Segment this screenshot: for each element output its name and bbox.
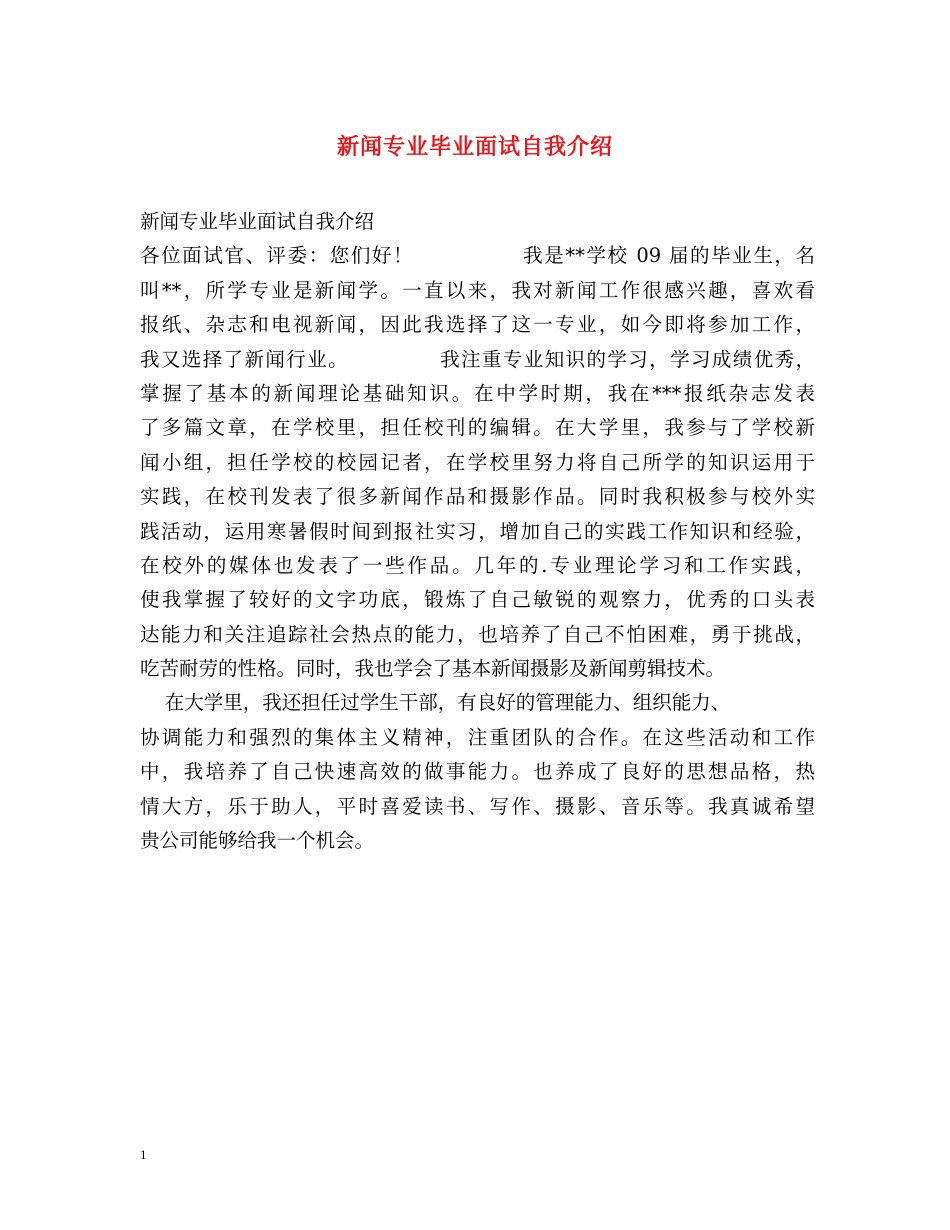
body-line: 在校外的媒体也发表了一些作品。几年的.专业理论学习和工作实践， <box>140 553 815 577</box>
body-line: 了多篇文章，在学校里，担任校刊的编辑。在大学里，我参与了学校新 <box>140 416 815 440</box>
body-line: 达能力和关注追踪社会热点的能力，也培养了自己不怕困难，勇于挑战， <box>140 622 815 646</box>
body-line: 吃苦耐劳的性格。同时，我也学会了基本新闻摄影及新闻剪辑技术。 <box>140 657 726 681</box>
body-line: 闻小组，担任学校的校园记者，在学校里努力将自己所学的知识运用于 <box>140 450 815 474</box>
body-line: 实践，在校刊发表了很多新闻作品和摄影作品。同时我积极参与校外实 <box>140 485 815 509</box>
body-line: 在大学里，我还担任过学生干部，有良好的管理能力、组织能力、 <box>140 691 731 715</box>
body-line: 新闻专业毕业面试自我介绍 <box>140 210 375 233</box>
body-line: 报纸、杂志和电视新闻，因此我选择了这一专业，如今即将参加工作， <box>140 313 815 337</box>
body-line: 情大方，乐于助人，平时喜爱读书、写作、摄影、音乐等。我真诚希望 <box>140 794 815 818</box>
body-line: 使我掌握了较好的文字功底，锻炼了自己敏锐的观察力，优秀的口头表 <box>140 588 815 612</box>
body-line: 掌握了基本的新闻理论基础知识。在中学时期，我在***报纸杂志发表 <box>140 381 815 405</box>
body-line: 中，我培养了自己快速高效的做事能力。也养成了良好的思想品格，热 <box>140 760 815 784</box>
body-line: 叫**，所学专业是新闻学。一直以来，我对新闻工作很感兴趣，喜欢看 <box>140 278 815 302</box>
document-body <box>140 205 815 858</box>
document-title: 新闻专业毕业面试自我介绍 <box>336 134 613 160</box>
body-line: 我又选择了新闻行业。 我注重专业知识的学习，学习成绩优秀， <box>140 347 815 371</box>
body-line: 各位面试官、评委：您们好！ 我是**学校 09 届的毕业生，名 <box>140 244 815 268</box>
body-line: 践活动，运用寒暑假时间到报社实习，增加自己的实践工作知识和经验， <box>140 519 815 543</box>
body-line: 贵公司能够给我一个机会。 <box>140 829 375 853</box>
body-line: 协调能力和强烈的集体主义精神，注重团队的合作。在这些活动和工作 <box>140 725 815 749</box>
page-number: 1 <box>140 1147 147 1162</box>
